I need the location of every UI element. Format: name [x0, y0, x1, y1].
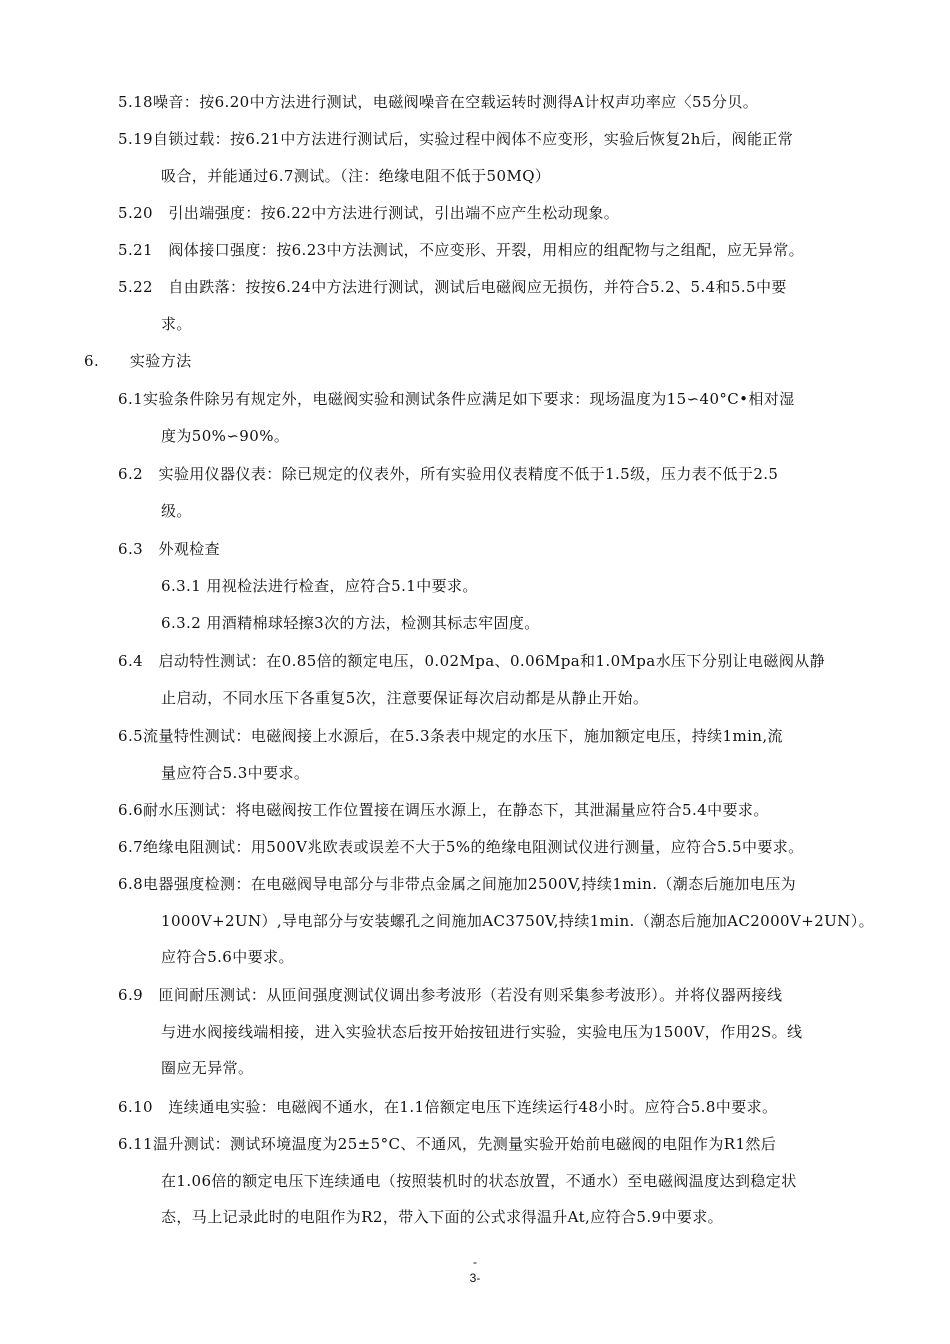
clause-text: 6.1实验条件除另有规定外，电磁阀实验和测试条件应满足如下要求：现场温度为15∽40°C•相对湿 — [118, 390, 795, 408]
clause-5-22 — [118, 269, 787, 342]
clause-text: 6.3.1 用视检法进行检查，应符合5.1中要求。 — [161, 577, 478, 595]
clause-5-18 — [118, 84, 758, 121]
page-number: 3- — [469, 1271, 481, 1285]
clause-text: 6.5流量特性测试：电磁阀接上水源后，在5.3条表中规定的水压下，施加额定电压，持续1min,流 — [118, 727, 783, 745]
clause-text-continued: 止启动，不同水压下各重复5次，注意要保证每次启动都是从静止开始。 — [161, 688, 649, 707]
clause-text: 6.7绝缘电阻测试：用500V兆欧表或误差不大于5%的绝缘电阻测试仪进行测量，应符合5.5中要求。 — [118, 838, 804, 856]
clause-6-7 — [118, 829, 804, 866]
clause-text: 5.19自锁过载：按6.21中方法进行测试后，实验过程中阀体不应变形，实验后恢复2h后，阀能正常 — [118, 130, 794, 148]
clause-text-continued: 与进水阀接线端相接，进入实验状态后按开始按钮进行实验，实验电压为1500V，作用2S。线 — [161, 1022, 803, 1041]
clause-text: 5.20 引出端强度：按6.22中方法进行测试，引出端不应产生松动现象。 — [118, 204, 620, 222]
clause-text: 6.9 匝间耐压测试：从匝间强度测试仪调出参考波形（若没有则采集参考波形）。并将仪器两接线 — [118, 986, 783, 1004]
clause-6-5 — [118, 718, 783, 791]
clause-text-continued: 在1.06倍的额定电压下连续通电（按照装机时的状态放置，不通水）至电磁阀温度达到稳定状 — [161, 1171, 797, 1190]
section-heading-text: 6. 实验方法 — [84, 352, 192, 370]
clause-text: 6.10 连续通电实验：电磁阀不通水，在1.1倍额定电压下连续运行48小时。应符合5.8中要求。 — [118, 1098, 778, 1116]
clause-text: 6.6耐水压测试：将电磁阀按工作位置接在调压水源上，在静态下，其泄漏量应符合5.4中要求。 — [118, 801, 769, 819]
clause-text-continued: 吸合，并能通过6.7测试。（注：绝缘电阻不低于50MQ） — [161, 166, 551, 185]
clause-text: 5.21 阀体接口强度：按6.23中方法测试，不应变形、开裂，用相应的组配物与之组配，应无异常。 — [118, 241, 805, 259]
clause-text-continued: 1000V+2UN）,导电部分与安装螺孔之间施加AC3750V,持续1min.（潮态后施加AC2000V+2UN）。 — [161, 911, 875, 930]
clause-6-9 — [118, 977, 802, 1087]
clause-text-continued: 级。 — [161, 501, 192, 520]
clause-text-continued: 求。 — [161, 314, 192, 333]
clause-text-continued: 应符合5.6中要求。 — [161, 948, 294, 966]
clause-text: 5.18噪音：按6.20中方法进行测试，电磁阀噪音在空载运转时测得A计权声功率应〈55分贝。 — [118, 93, 759, 111]
clause-6-6 — [118, 792, 769, 829]
clause-text: 6.3.2 用酒精棉球轻擦3次的方法，检测其标志牢固度。 — [161, 614, 540, 632]
clause-text-continued: 量应符合5.3中要求。 — [161, 763, 310, 782]
clause-6-4 — [118, 643, 825, 716]
clause-text: 6.8电器强度检测：在电磁阀导电部分与非带点金属之间施加2500V,持续1min.（潮态后施加电压为 — [118, 875, 797, 893]
clause-6-3 — [118, 531, 220, 568]
clause-6-3-2 — [161, 605, 540, 642]
clause-text: 5.22 自由跌落：按按6.24中方法进行测试，测试后电磁阀应无损伤，并符合5.2、5.4和5.5中要 — [118, 278, 787, 296]
clause-text: 6.4 启动特性测试：在0.85倍的额定电压，0.02Mpa、0.06Mpa和1.0Mpa水压下分别让电磁阀从静 — [118, 652, 826, 670]
clause-6-8 — [118, 866, 874, 976]
clause-6-2 — [118, 456, 778, 529]
clause-text: 6.3 外观检查 — [118, 540, 221, 558]
clause-6-10 — [118, 1089, 777, 1126]
clause-5-19 — [118, 121, 793, 194]
clause-5-20 — [118, 195, 619, 232]
clause-text-continued: 度为50%∽90%。 — [161, 426, 290, 445]
clause-6-11 — [118, 1126, 797, 1236]
clause-text: 6.11温升测试：测试环境温度为25±5°C、不通风，先测量实验开始前电磁阀的电阻作为R1然后 — [118, 1135, 777, 1153]
clause-text-continued: 态，马上记录此时的电阻作为R2，带入下面的公式求得温升At,应符合5.9中要求。 — [161, 1208, 724, 1226]
section-heading-6 — [84, 343, 192, 380]
clause-6-1 — [118, 381, 795, 454]
clause-5-21 — [118, 232, 804, 269]
clause-text: 6.2 实验用仪器仪表：除已规定的仪表外，所有实验用仪表精度不低于1.5级，压力表不低于2.5 — [118, 465, 779, 483]
clause-6-3-1 — [161, 568, 478, 605]
clause-text-continued: 圈应无异常。 — [161, 1059, 254, 1077]
page-footer-dash: - — [473, 1255, 477, 1269]
